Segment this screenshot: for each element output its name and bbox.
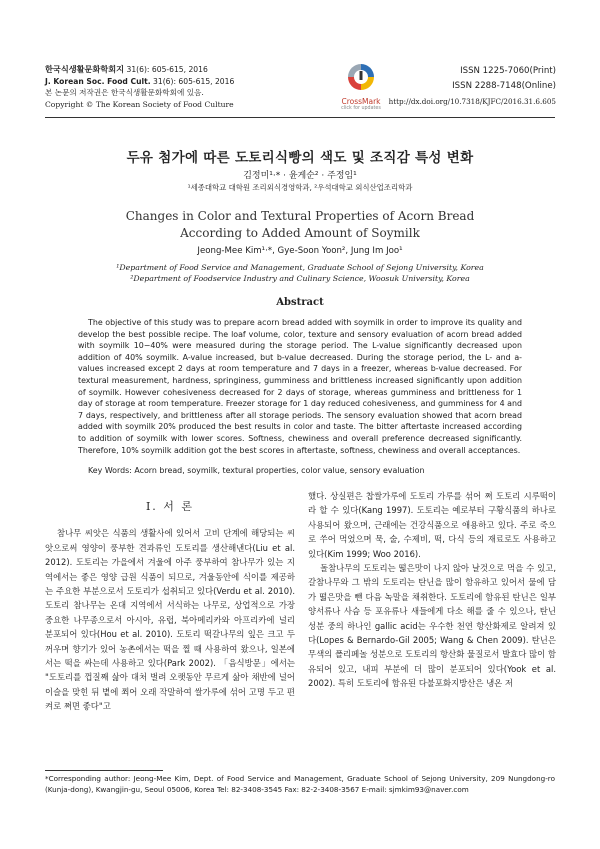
doi-link[interactable]: http://dx.doi.org/10.7318/KJFC/2016.31.6.605	[388, 97, 556, 106]
section-heading-introduction: I. 서 론	[145, 500, 195, 513]
journal-pages-en: 31(6): 605-615, 2016	[153, 76, 235, 86]
authors-english: Jeong-Mee Kim¹·*, Gye-Soon Yoon², Jung Im Joo¹	[197, 246, 403, 256]
abstract-body: The objective of this study was to prepare acorn bread added with soymilk in order to improve its quality and develop the best possible recipe. The loaf volume, color, texture and sensory evaluation of acorn bread added with soymilk 10−40% were measured during the storage period. The L-value significantly decreased upon addition of 40% soymilk. A-value increased, but b-value decreased. During the storage period, the L- and a- values increased except 2 days at room temperature and 7 days in a freezer, whereas b-value decreased. For textural measurement, hardness, springiness, gumminess and brittleness increased significantly upon addition of soymilk. However cohesiveness decreased for 2 days of storage, whereas gumminess and brittleness for 1 day of storage at room temperature. Freezer storage for 1 day reduced cohesiveness, and gumminess for 4 and 7 days, respectively, and brittleness after all storage periods. The sensory evaluation showed that acorn bread added with soymilk 20% produced the best results in color and taste. The bitter aftertaste increased according to addition of soymilk with lower scores. Softness, chewiness and overall preference decreased significantly. Therefore, 10% soymilk addition got the best scores in aftertaste, softness, chewiness and overall acceptances.	[78, 318, 522, 455]
affiliations-korean: ¹세종대학교 대학원 조리외식경영학과, ²우석대학교 외식산업조리학과	[187, 183, 413, 192]
title-english	[0, 208, 600, 242]
journal-name-en: J. Korean Soc. Food Cult.	[45, 76, 151, 86]
journal-pages-ko: 31(6): 605-615, 2016	[126, 65, 208, 74]
header-divider	[45, 117, 555, 118]
body-column-right	[308, 489, 556, 691]
body-paragraph: 했다. 상실편은 찹쌀가루에 도토리 가루를 섞어 쪄 도토리 시루떡이라 할 수 있다(Kang 1997). 도토리는 예로부터 구황식품의 하나로 사용되어 왔으며, 근래에는 건강식품으로 애용하고 있다. 주로 죽으로 쑤어 먹었으며 묵, 술, 수제비, 떡, 다식 등의 재료로도 사용하고 있다(Kim 1999; Woo 2016).	[308, 491, 556, 559]
issn-online: ISSN 2288-7148(Online)	[452, 81, 556, 91]
copyright-note-ko: 본 논문의 저작권은 한국식생활문화학회에 있음.	[45, 88, 204, 97]
affiliation-1: ¹Department of Food Service and Management, Graduate School of Sejong University, Korea	[116, 263, 484, 272]
title-english-line-1: Changes in Color and Textural Properties of Acorn Bread	[125, 209, 475, 223]
footnote-divider	[45, 770, 163, 771]
corresponding-author-footnote: *Corresponding author: Jeong-Mee Kim, Dept. of Food Service and Management, Graduate School of Sejong University, 209 Nungdong-ro (Kunja-dong), Kwangjin-gu, Seoul 05006, Korea Tel: 82-3408-3545 Fax: 82-2-3408-3567 E-mail: sjmkim93@naver.com	[45, 774, 555, 794]
copyright-line: Copyright © The Korean Society of Food Culture	[45, 99, 234, 109]
crossmark-label: CrossMark	[341, 97, 381, 106]
authors-korean: 김정미¹·* · 윤게순² · 주정임¹	[243, 171, 357, 181]
abstract-heading: Abstract	[276, 297, 324, 308]
affiliation-2: ²Department of Foodservice Industry and Culinary Science, Woosuk University, Korea	[130, 274, 470, 283]
issn-block	[389, 64, 556, 109]
journal-name-ko: 한국식생활문화학회지	[45, 64, 125, 74]
keywords: Key Words: Acorn bread, soymilk, textural properties, color value, sensory evaluation	[88, 466, 425, 475]
body-paragraph: 돌참나무의 도토리는 떫은맛이 나지 않아 날것으로 먹을 수 있고, 갈참나무와 그 밖의 도토리는 탄닌을 많이 함유하고 있어서 물에 담가 떫은맛을 뺀 다음 녹말을 채취한다. 도토리에 함유된 탄닌은 일부 양서류나 사슴 등 포유류나 새들에게 다소 해를 줄 수 있으나, 탄닌 성분 중의 하나인 gallic acid는 우수한 천연 항산화제로 알려져 있다(Lopes & Bernardo-Gil 2005; Wang & Chen 2009). 탄닌은 무색의 폴리페놀 성분으로 도토리의 항산화 물질로서 발효다 많이 함유되어 있고, 내피 부분에 더 많이 분포되어 있다(Yook et al. 2002). 특히 도토리에 함유된 다불포화지방산은 냉온 저	[308, 563, 556, 689]
body-paragraph: 참나무 씨앗은 식품의 생활사에 있어서 고비 단계에 해당되는 씨앗으로써 영양이 풍부한 견과류인 도토리를 생산해낸다(Liu et al. 2012). 도토리는 가을에서 겨울에 아주 풍부하여 참나무가 있는 지역에서는 좋은 영양 급원 식품이 되므로, 겨울동안에 식이를 제공하는 주요한 부분으로서 도토리가 섭취되고 있다(Verdu et al. 2010). 도토리 참나무는 온대 지역에서 서식하는 나무로, 상업적으로 가장 중요한 나무종으로서 아시아, 유럽, 북아메리카와 아프리카에 널리 분포되어 있다(Hou et al. 2010). 도토리 떡갈나무의 잎은 크고 두꺼우며 향기가 있어 농촌에서는 떡을 찔 때 사용하여 왔으나, 일본에서는 떡을 싸는데 사용하고 있다(Park 2002). 「음식방문」에서는 "도토리를 껍질째 삶아 대처 벌려 오랫동안 무르게 삶아 채반에 널어 이슬을 맞힌 뒤 볕에 쬐어 오래 작말하여 쌀가루에 섞어 고명 두고 편 켜로 쪄면 좋다"고	[45, 528, 295, 712]
journal-header	[45, 64, 345, 110]
body-column-left	[45, 500, 295, 714]
issn-print: ISSN 1225-7060(Print)	[460, 66, 556, 76]
crossmark-logo-icon	[346, 62, 376, 92]
title-english-line-2: According to Added Amount of Soymilk	[180, 226, 420, 240]
crossmark-badge[interactable]	[326, 62, 396, 111]
title-korean: 두유 첨가에 따른 도토리식빵의 색도 및 조직감 특성 변화	[126, 150, 474, 166]
crossmark-sub: click for updates	[341, 106, 381, 111]
affiliations-english	[0, 262, 600, 284]
